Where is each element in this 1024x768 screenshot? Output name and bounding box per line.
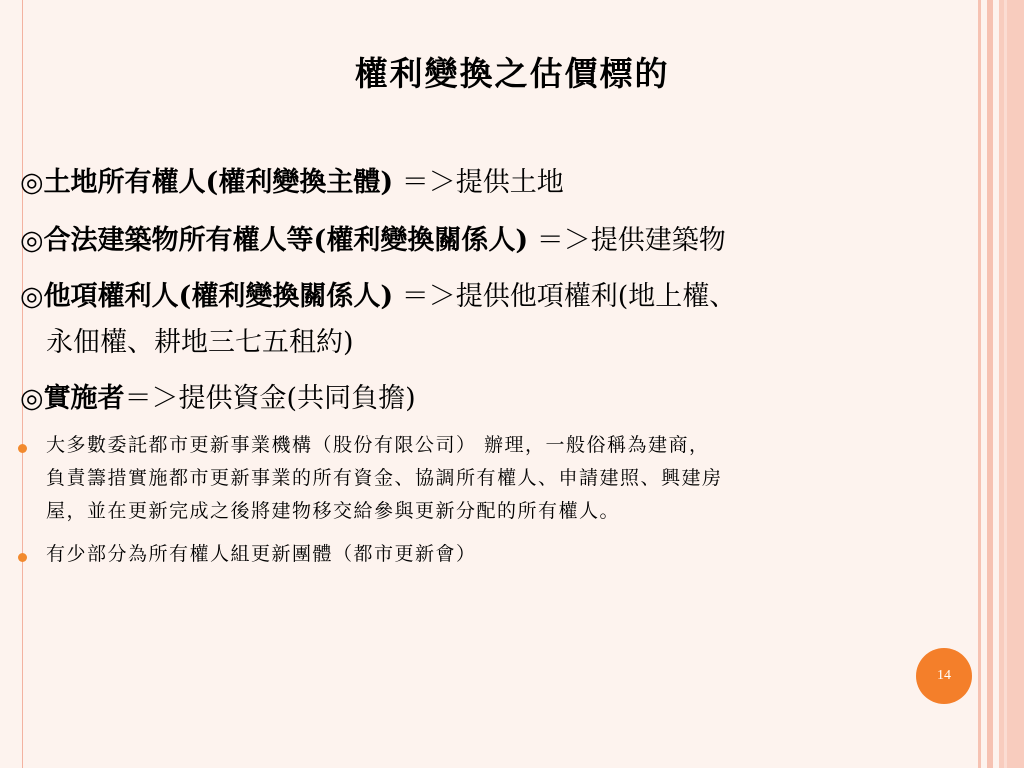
line-bold-text: 合法建築物所有權人等(權利變換關係人) bbox=[43, 225, 529, 256]
line-bold-text: 實施者 bbox=[43, 383, 125, 414]
double-circle-mark: ◎ bbox=[20, 225, 44, 256]
line-text: 永佃權、耕地三七五租約) bbox=[46, 327, 354, 358]
slide-title: 權利變換之估價標的 bbox=[354, 54, 670, 93]
double-circle-mark: ◎ bbox=[20, 383, 44, 414]
line-text: ＝＞提供建築物 bbox=[528, 225, 726, 256]
bullet-1-line-3: 屋，並在更新完成之後將建物移交給參與更新分配的所有權人。 bbox=[46, 500, 621, 522]
bullet-dot bbox=[18, 553, 27, 562]
right-stripe-inner bbox=[1004, 0, 1007, 768]
right-stripe-1 bbox=[978, 0, 981, 768]
bullet-2-line-1: 有少部分為所有權人組更新團體（都市更新會） bbox=[46, 543, 477, 565]
line-text: ＝＞提供他項權利(地上權、 bbox=[393, 281, 737, 312]
bullet-1-line-1: 大多數委託都市更新事業機構（股份有限公司） 辦理，一般俗稱為建商， bbox=[46, 434, 710, 456]
line-other-rights-cont bbox=[46, 326, 354, 360]
right-stripe-2 bbox=[987, 0, 993, 768]
line-other-rights bbox=[20, 280, 736, 314]
line-building-owner bbox=[20, 224, 726, 258]
bullet-1-line-2: 負責籌措實施都市更新事業的所有資金、協調所有權人、申請建照、興建房 bbox=[46, 467, 723, 489]
line-text: ＝＞提供土地 bbox=[393, 167, 564, 198]
line-bold-text: 他項權利人(權利變換關係人) bbox=[43, 281, 394, 312]
line-bold-text: 土地所有權人(權利變換主體) bbox=[43, 167, 394, 198]
page-number-badge: 14 bbox=[916, 648, 972, 704]
line-implementer bbox=[20, 382, 416, 416]
right-stripe-3 bbox=[999, 0, 1024, 768]
double-circle-mark: ◎ bbox=[20, 167, 44, 198]
line-text: ＝＞提供資金(共同負擔) bbox=[124, 383, 416, 414]
line-landowner bbox=[20, 166, 564, 200]
double-circle-mark: ◎ bbox=[20, 281, 44, 312]
bullet-dot bbox=[18, 444, 27, 453]
